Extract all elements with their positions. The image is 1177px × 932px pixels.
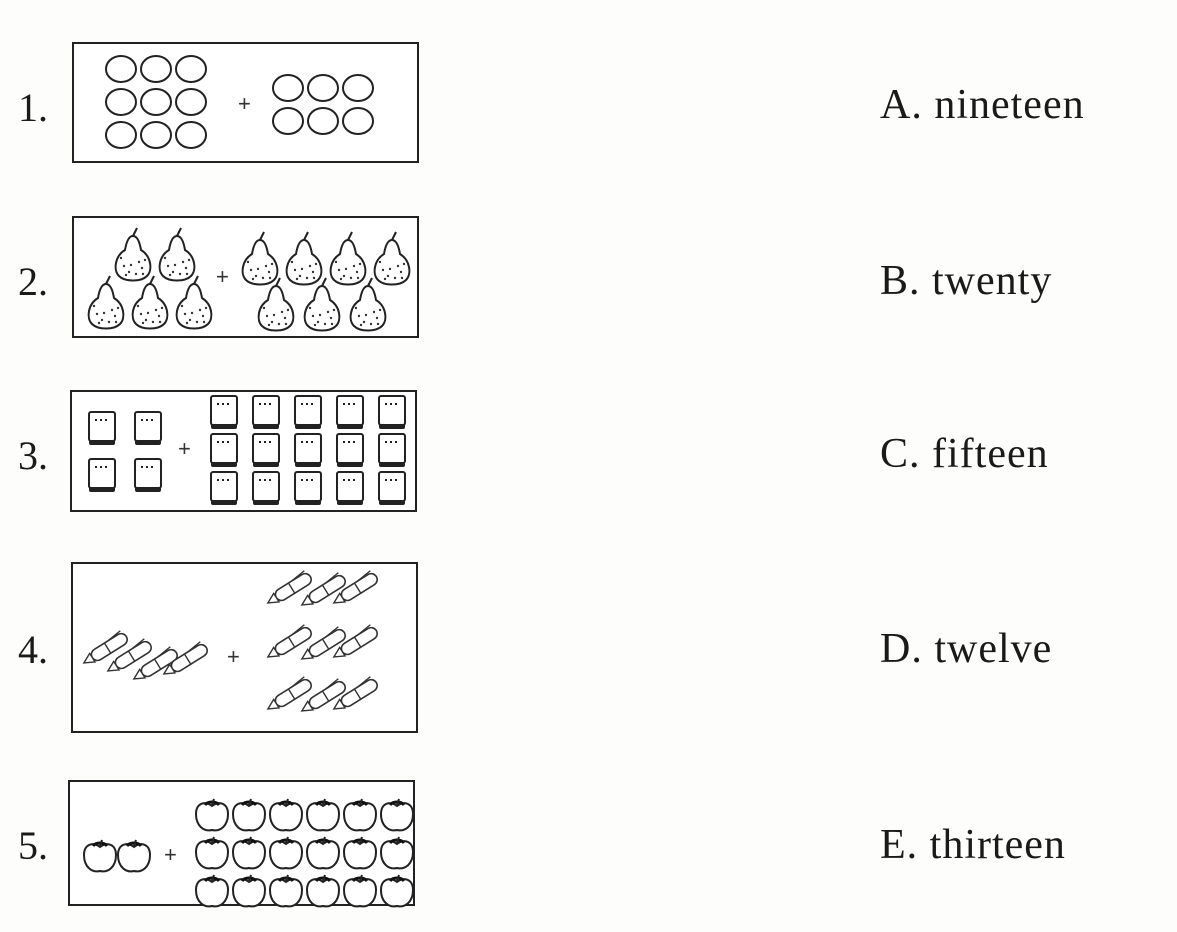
book-icon — [295, 472, 321, 505]
plus-sign-4: + — [227, 644, 240, 669]
apple-icon — [307, 799, 339, 830]
pear-icon — [89, 276, 124, 329]
circle-icon — [308, 108, 338, 134]
apple-icon — [344, 837, 376, 868]
picture-box-2 — [72, 216, 419, 338]
book-icon — [89, 459, 115, 492]
apple-icon — [344, 799, 376, 830]
plus-sign-2: + — [216, 264, 229, 289]
circle-icon — [343, 75, 373, 101]
pear-icon — [305, 278, 340, 331]
item-number-1: 1. — [18, 85, 48, 130]
book-icon — [379, 396, 405, 429]
picture-1 — [74, 44, 421, 165]
circle-icon — [343, 108, 373, 134]
apple-icon — [270, 799, 302, 830]
book-icon — [211, 472, 237, 505]
apple-icon — [233, 837, 265, 868]
circle-icon — [141, 89, 171, 115]
item-number-5: 5. — [18, 823, 48, 868]
item-number-4: 4. — [18, 627, 48, 672]
pear-icon — [177, 276, 212, 329]
plus-sign-5: + — [164, 842, 177, 867]
apple-icon — [344, 875, 376, 906]
circle-icon — [308, 75, 338, 101]
book-icon — [337, 396, 363, 429]
book-icon — [253, 396, 279, 429]
option-a: A. nineteen — [880, 82, 1085, 128]
circle-icon — [106, 56, 136, 82]
book-icon — [253, 434, 279, 467]
book-icon — [295, 396, 321, 429]
circle-icon — [141, 56, 171, 82]
item-number-3: 3. — [18, 433, 48, 478]
apple-icon — [270, 875, 302, 906]
pear-icon — [331, 232, 366, 285]
book-icon — [135, 412, 161, 445]
pear-icon — [287, 232, 322, 285]
book-icon — [211, 396, 237, 429]
apple-icon — [381, 799, 413, 830]
apple-icon — [196, 837, 228, 868]
book-icon — [379, 434, 405, 467]
book-icon — [337, 472, 363, 505]
circle-icon — [273, 108, 303, 134]
item-number-2: 2. — [18, 259, 48, 304]
apple-icon — [196, 799, 228, 830]
picture-box-1 — [72, 42, 419, 163]
book-icon — [379, 472, 405, 505]
book-icon — [337, 434, 363, 467]
book-icon — [253, 472, 279, 505]
book-icon — [89, 412, 115, 445]
pear-icon — [351, 278, 386, 331]
option-b: B. twenty — [880, 258, 1053, 304]
option-c: C. fifteen — [880, 431, 1049, 477]
pear-icon — [133, 276, 168, 329]
apple-icon — [381, 875, 413, 906]
pear-icon — [116, 228, 151, 281]
book-icon — [295, 434, 321, 467]
circle-icon — [273, 75, 303, 101]
apple-icon — [196, 875, 228, 906]
picture-4 — [73, 564, 420, 735]
apple-icon — [307, 875, 339, 906]
apple-icon — [381, 837, 413, 868]
picture-box-4 — [71, 562, 418, 733]
pear-icon — [160, 228, 195, 281]
plus-sign-3: + — [178, 436, 191, 461]
circle-icon — [176, 89, 206, 115]
book-icon — [135, 459, 161, 492]
option-e: E. thirteen — [880, 822, 1066, 868]
picture-5 — [70, 782, 417, 908]
circle-icon — [106, 122, 136, 148]
plus-sign-1: + — [238, 91, 251, 116]
pear-icon — [375, 232, 410, 285]
circle-icon — [176, 56, 206, 82]
picture-box-5 — [68, 780, 415, 906]
apple-icon — [233, 875, 265, 906]
picture-3 — [72, 392, 419, 514]
option-d: D. twelve — [880, 626, 1053, 672]
apple-icon — [233, 799, 265, 830]
pear-icon — [259, 278, 294, 331]
pear-icon — [243, 232, 278, 285]
picture-box-3 — [70, 390, 417, 512]
apple-icon — [270, 837, 302, 868]
circle-icon — [141, 122, 171, 148]
apple-icon — [84, 840, 116, 871]
apple-icon — [118, 840, 150, 871]
circle-icon — [106, 89, 136, 115]
book-icon — [211, 434, 237, 467]
apple-icon — [307, 837, 339, 868]
picture-2 — [74, 218, 421, 340]
circle-icon — [176, 122, 206, 148]
